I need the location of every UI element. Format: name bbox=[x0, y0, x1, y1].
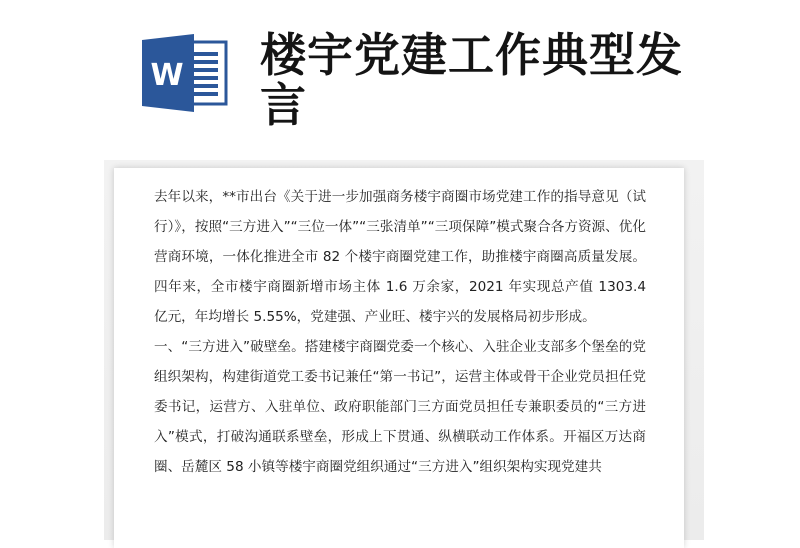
document-title: 楼宇党建工作典型发言 bbox=[260, 28, 683, 132]
document-header bbox=[0, 0, 800, 160]
document-body bbox=[154, 182, 646, 482]
svg-text:W: W bbox=[150, 58, 184, 93]
word-doc-icon bbox=[142, 34, 230, 112]
paragraph-section-1: 一、“三方进入”破壁垒。搭建楼宇商圈党委一个核心、入驻企业支部多个堡垒的党组织架构，构建街道党工委书记兼任“第一书记”，运营主体或骨干企业党员担任党委书记，运营方、入驻单位、政府职能部门三方面党员担任专兼职委员的“三方进入”模式，打破沟通联系壁垒，形成上下贯通、纵横联动工作体系。开福区万达商圈、岳麓区 58 小镇等楼宇商圈党组织通过“三方进入”组织架构实现党建共 bbox=[154, 339, 646, 475]
document-page bbox=[114, 168, 684, 548]
paragraph-intro: 去年以来，**市出台《关于进一步加强商务楼宇商圈市场党建工作的指导意见（试行）》，按照“三方进入”“三位一体”“三张清单”“三项保障”模式聚合各方资源、优化营商环境，一体化推进全市 82 个楼宇商圈党建工作，助推楼宇商圈高质量发展。四年来，全市楼宇商圈新增市场主体 1.6 万余家，2021 年实现总产值 1303.4 亿元，年均增长 5.55%，党建强、产业旺、楼宇兴的发展格局初步形成。 bbox=[154, 189, 646, 325]
